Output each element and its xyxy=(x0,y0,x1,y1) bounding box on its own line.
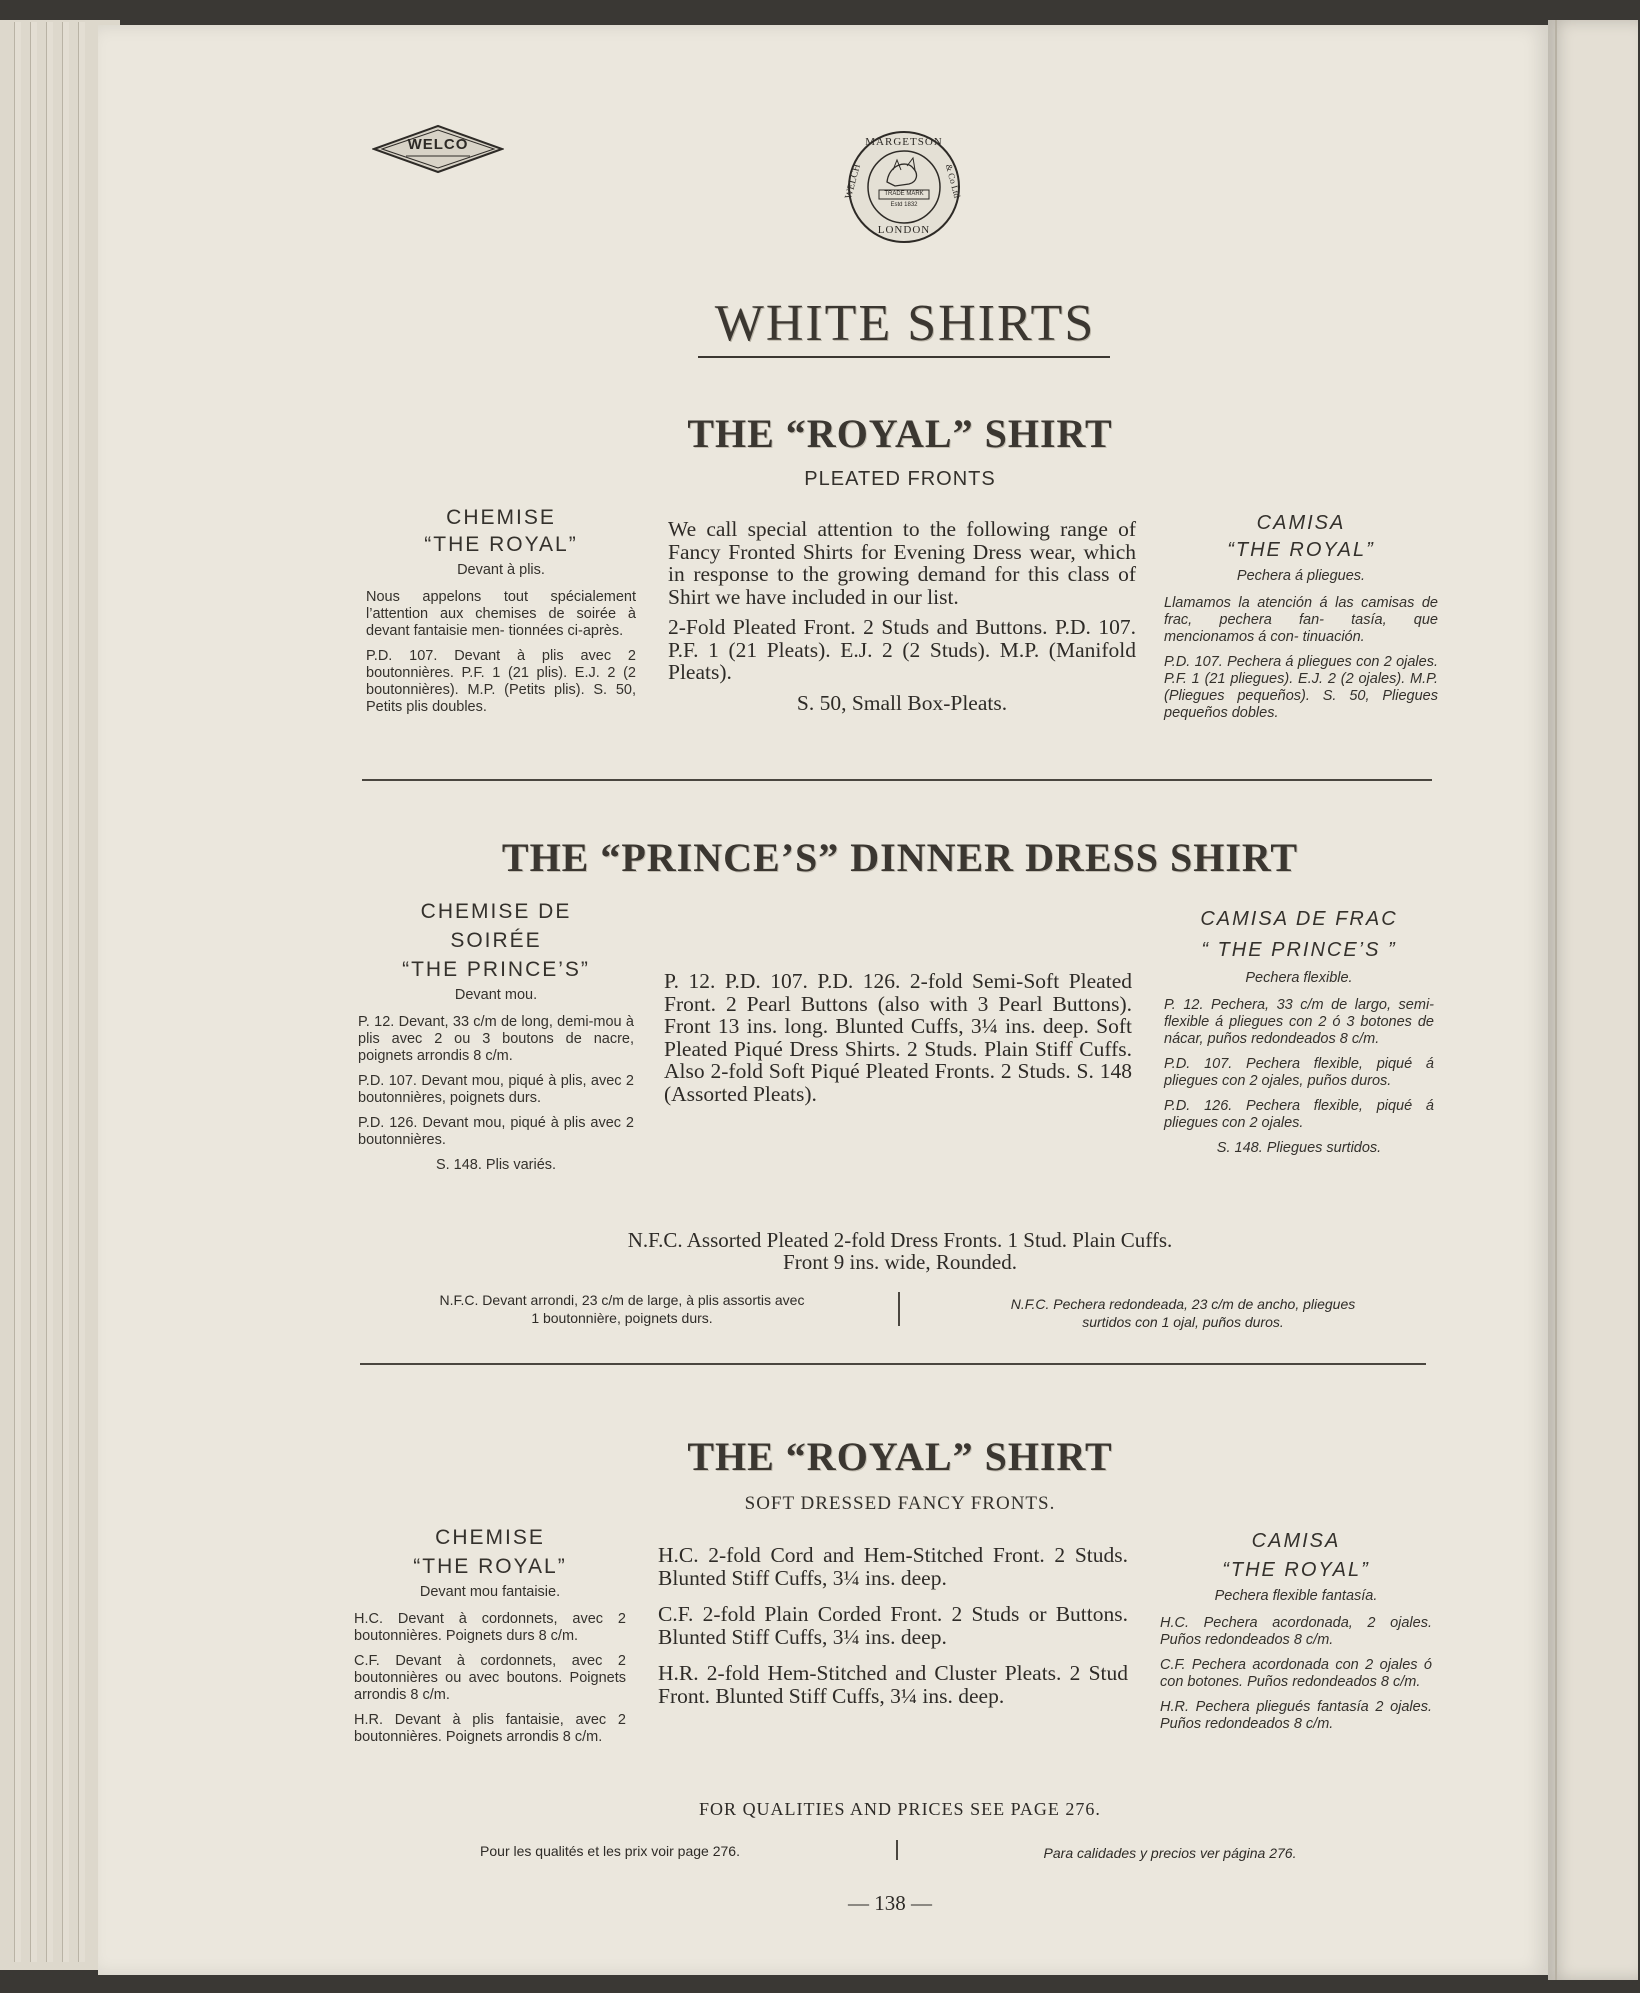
seal-bottom-text: LONDON xyxy=(877,224,931,236)
french-heading: CHEMISE xyxy=(435,1526,545,1549)
french-paragraph: P.D. 126. Devant mou, piqué à plis avec 2 boutonnières. xyxy=(358,1115,634,1148)
section-divider xyxy=(360,1363,1426,1365)
page-edge xyxy=(62,22,69,1962)
seal-right-text: & Co Ltd xyxy=(943,163,963,199)
page-edge xyxy=(78,22,85,1962)
english-paragraph: H.R. 2-fold Hem-Stitched and Cluster Pleats. 2 Stud Front. Blunted Stiff Cuffs, 3¼ ins. deep. xyxy=(658,1661,1128,1708)
spanish-subheading: Pechera á pliegues. xyxy=(1236,568,1366,584)
french-subheading: Devant à plis. xyxy=(457,562,545,578)
french-heading-name: “THE ROYAL” xyxy=(424,533,578,556)
french-paragraph: Nous appelons tout spécialement l’attention aux chemises de soirée à devant fantaisie men- tionnées ci-après. xyxy=(366,589,636,639)
spanish-paragraph: P.D. 126. Pechera flexible, piqué á pliegues con 2 ojales. xyxy=(1164,1098,1434,1131)
english-paragraph: H.C. 2-fold Cord and Hem-Stitched Front. 2 Studs. Blunted Stiff Cuffs, 3¼ ins. deep. xyxy=(658,1543,1128,1590)
french-subheading: Devant mou fantaisie. xyxy=(419,1584,561,1600)
spanish-heading: CAMISA xyxy=(1256,512,1346,534)
seal-established: Estd 1832 xyxy=(890,202,918,208)
column-separator xyxy=(898,1292,900,1326)
company-seal xyxy=(843,130,963,244)
spanish-paragraph: P. 12. Pechera, 33 c/m de largo, semi-flexible á pliegues con 2 ó 3 botones de nácar, puños redondeados 8 c/m. xyxy=(1164,997,1434,1047)
english-paragraph: 2-Fold Pleated Front. 2 Studs and Buttons. P.D. 107. P.F. 1 (21 Pleats). E.J. 2 (2 Studs). M.P. (Manifold Pleats). xyxy=(668,615,1136,684)
french-paragraph: S. 148. Plis variés. xyxy=(435,1157,557,1173)
french-heading: SOIRÉE xyxy=(450,929,542,952)
seal-trade-mark: TRADE MARK xyxy=(884,191,924,197)
french-paragraph: P.D. 107. Devant mou, piqué à plis, avec 2 boutonnières, poignets durs. xyxy=(358,1073,634,1106)
welco-logo-text: WELCO xyxy=(407,136,469,153)
spanish-column-royal-soft xyxy=(1160,1528,1432,1741)
french-heading-name: “THE PRINCE’S” xyxy=(402,958,590,981)
seal-left-text: WELCH xyxy=(843,162,863,201)
spanish-column-royal-pleated xyxy=(1164,510,1438,730)
spanish-heading: CAMISA DE FRAC xyxy=(1200,908,1398,930)
spanish-subheading: Pechera flexible. xyxy=(1245,970,1353,986)
nfc-english-line: Front 9 ins. wide, Rounded. xyxy=(783,1250,1017,1274)
french-column-princes xyxy=(358,898,634,1182)
section-title-royal-pleated: THE “ROYAL” SHIRT xyxy=(687,411,1113,456)
column-separator xyxy=(896,1840,898,1860)
spanish-heading-name: “ THE PRINCE’S ” xyxy=(1201,939,1397,961)
spanish-paragraph: P.D. 107. Pechera flexible, piqué á pliegues con 2 ojales, puños duros. xyxy=(1164,1056,1434,1089)
gutter xyxy=(1555,20,1557,1980)
english-column-princes xyxy=(664,970,1132,1113)
nfc-french-line: 1 boutonnière, poignets durs. xyxy=(531,1310,713,1326)
french-heading-name: “THE ROYAL” xyxy=(413,1555,567,1578)
seal-top-text: MARGETSON xyxy=(865,136,943,148)
french-paragraph: H.R. Devant à plis fantaisie, avec 2 boutonnières. Poignets arrondis 8 c/m. xyxy=(354,1712,626,1745)
english-paragraph: S. 50, Small Box-Pleats. xyxy=(796,690,1008,715)
spanish-paragraph: C.F. Pechera acordonada con 2 ojales ó con botones. Puños redondeados 8 c/m. xyxy=(1160,1657,1432,1690)
facing-page-edge xyxy=(1548,20,1638,1980)
french-column-royal-soft xyxy=(354,1524,626,1754)
title-underline xyxy=(698,356,1110,358)
french-paragraph: P.D. 107. Devant à plis avec 2 boutonnières. P.F. 1 (21 plis). E.J. 2 (2 boutonnières). M.P. (Petits plis). S. 50, Petits plis doubles. xyxy=(366,648,636,715)
french-column-royal-pleated xyxy=(366,504,636,724)
footer-spanish-note: Para calidades y precios ver página 276. xyxy=(1043,1845,1297,1861)
page-edge xyxy=(46,22,53,1962)
page-edge xyxy=(30,22,37,1962)
nfc-spanish-line: N.F.C. Pechera redondeada, 23 c/m de ancho, pliegues xyxy=(1010,1296,1356,1312)
english-column-royal-pleated xyxy=(668,518,1136,722)
spanish-subheading: Pechera flexible fantasía. xyxy=(1214,1588,1378,1604)
section-subtitle-soft-dressed: SOFT DRESSED FANCY FRONTS. xyxy=(744,1493,1056,1514)
english-column-royal-soft xyxy=(658,1544,1128,1715)
spanish-paragraph: Llamamos la atención á las camisas de frac, pechera fan- tasía, que mencionamos á con- tinuación. xyxy=(1164,595,1438,645)
spanish-paragraph: H.C. Pechera acordonada, 2 ojales. Puños redondeados 8 c/m. xyxy=(1160,1615,1432,1648)
footer-french-note: Pour les qualités et les prix voir page 276. xyxy=(480,1843,740,1859)
section-divider xyxy=(362,779,1432,781)
nfc-french-line: N.F.C. Devant arrondi, 23 c/m de large, à plis assortis avec xyxy=(439,1292,805,1308)
page-title: WHITE SHIRTS xyxy=(714,295,1096,352)
french-paragraph: P. 12. Devant, 33 c/m de long, demi-mou à plis avec 2 ou 3 boutons de nacre, poignets arrondis 8 c/m. xyxy=(358,1014,634,1064)
english-paragraph: P. 12. P.D. 107. P.D. 126. 2-fold Semi-Soft Pleated Front. 2 Pearl Buttons (also with 3 Pearl Buttons). Front 13 ins. long. Blunted Cuffs, 3¼ ins. deep. Soft Pleated Piqué Dress Shirts. 2 Studs. Plain Stiff Cuffs. Also 2-fold Soft Piqué Pleated Fronts. 2 Studs. S. 148 (Assorted Pleats). xyxy=(664,969,1132,1106)
french-paragraph: H.C. Devant à cordonnets, avec 2 boutonnières. Poignets durs 8 c/m. xyxy=(354,1611,626,1644)
spanish-heading-name: “THE ROYAL” xyxy=(1222,1559,1370,1581)
nfc-english-line: N.F.C. Assorted Pleated 2-fold Dress Fronts. 1 Stud. Plain Cuffs. xyxy=(627,1228,1173,1252)
page-number: — 138 — xyxy=(848,1891,932,1915)
spanish-paragraph: P.D. 107. Pechera á pliegues con 2 ojales. P.F. 1 (21 pliegues). E.J. 2 (2 ojales). M.P. (Pliegues pequeños). S. 50, Pliegues pequeños dobles. xyxy=(1164,654,1438,721)
footer-english-note: FOR QUALITIES AND PRICES SEE PAGE 276. xyxy=(699,1799,1101,1819)
spanish-heading: CAMISA xyxy=(1251,1530,1341,1552)
english-paragraph: We call special attention to the following range of Fancy Fronted Shirts for Evening Dress wear, which in response to the growing demand for this class of Shirt we have included in our list. xyxy=(668,517,1136,609)
page-edge xyxy=(14,22,21,1962)
section-title-royal-soft: THE “ROYAL” SHIRT xyxy=(687,1434,1113,1479)
section-title-princes: THE “PRINCE’S” DINNER DRESS SHIRT xyxy=(501,835,1299,880)
french-subheading: Devant mou. xyxy=(454,987,538,1003)
english-paragraph: C.F. 2-fold Plain Corded Front. 2 Studs or Buttons. Blunted Stiff Cuffs, 3¼ ins. deep. xyxy=(658,1602,1128,1649)
french-heading: CHEMISE DE xyxy=(420,900,572,923)
section-subtitle-pleated-fronts: PLEATED FRONTS xyxy=(804,468,996,490)
spanish-paragraph: S. 148. Pliegues surtidos. xyxy=(1216,1140,1382,1156)
french-heading: CHEMISE xyxy=(446,506,556,529)
spanish-column-princes xyxy=(1164,906,1434,1165)
nfc-spanish-line: surtidos con 1 ojal, puños duros. xyxy=(1082,1314,1284,1330)
spanish-paragraph: H.R. Pechera pliegués fantasía 2 ojales. Puños redondeados 8 c/m. xyxy=(1160,1699,1432,1732)
welco-logo xyxy=(372,124,504,174)
spanish-heading-name: “THE ROYAL” xyxy=(1227,539,1375,561)
french-paragraph: C.F. Devant à cordonnets, avec 2 boutonnières ou avec boutons. Poignets arrondis 8 c/m. xyxy=(354,1653,626,1703)
